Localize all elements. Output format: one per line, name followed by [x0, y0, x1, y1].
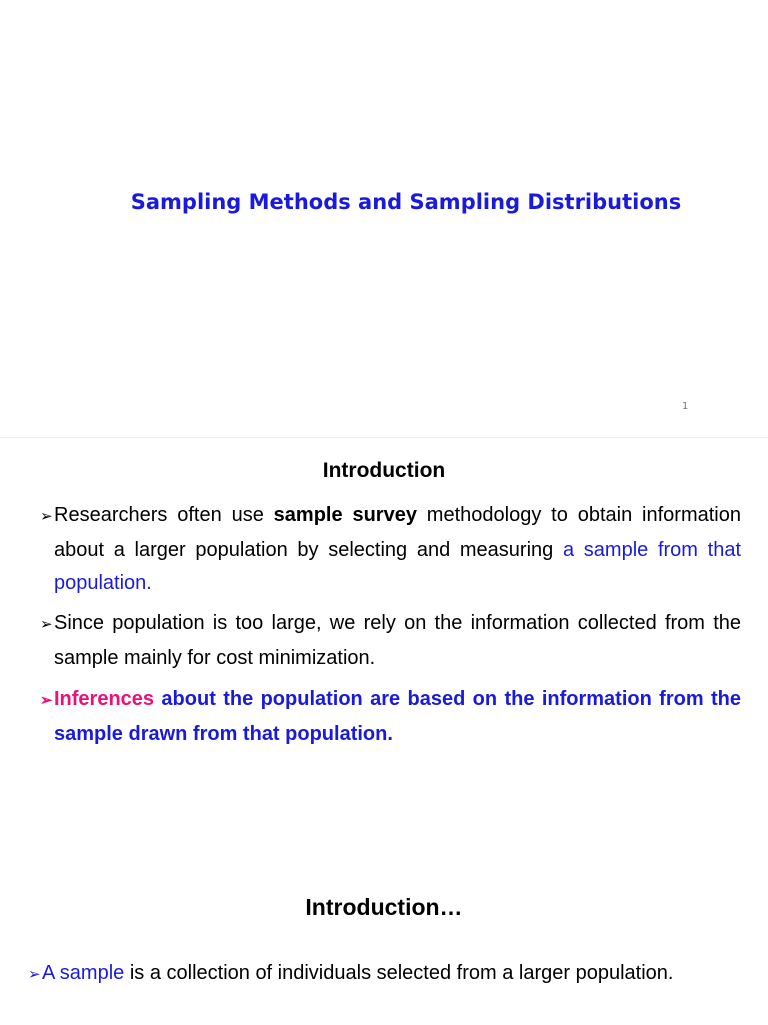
arrow-bullet-icon: ➢ — [28, 966, 41, 983]
highlight-text: a sample from that population. — [54, 538, 742, 594]
bullet-item: ➢Inferences about the population are based on the information from the sample drawn from that population. — [40, 683, 741, 751]
slide-heading: Introduction… — [305, 894, 463, 920]
introduction-continued-slide — [0, 876, 768, 1025]
arrow-bullet-icon: ➢ — [40, 616, 53, 633]
highlight-term: A sample — [42, 962, 125, 984]
arrow-bullet-icon: ➢ — [40, 508, 53, 525]
highlight-term: Inferences — [54, 688, 155, 710]
bullet-item: ➢Since population is too large, we rely on the information collected from the sample mainly for cost minimization. — [40, 607, 741, 675]
title-slide — [0, 0, 768, 437]
page-number: 1 — [682, 401, 689, 412]
bullet-item: ➢A sample is a collection of individuals selected from a larger population. — [28, 957, 748, 992]
slide-title: Sampling Methods and Sampling Distributions — [130, 190, 682, 214]
slide-heading: Introduction — [322, 459, 446, 482]
arrow-bullet-icon: ➢ — [40, 692, 53, 709]
bullet-item: ➢Researchers often use sample survey methodology to obtain information about a larger population by selecting and measuring a sample from that population. — [40, 499, 741, 601]
bold-term: sample survey — [273, 504, 417, 526]
introduction-slide — [0, 438, 768, 876]
